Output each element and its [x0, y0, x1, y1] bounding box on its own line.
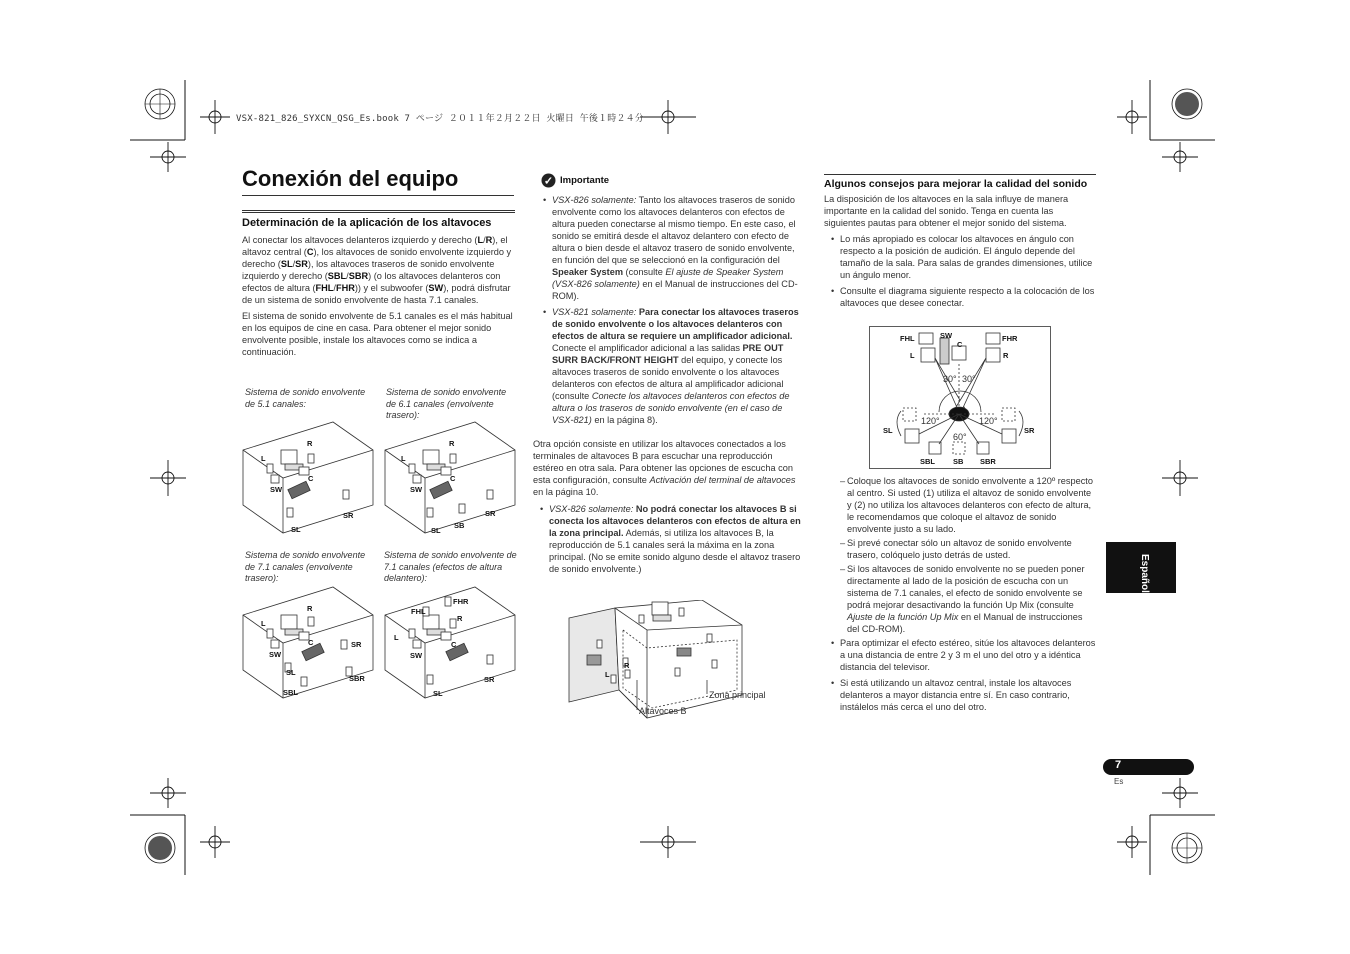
- svg-text:L: L: [910, 351, 915, 360]
- paragraph-sound-intro: La disposición de los altavoces en la sala influye de manera importante en la calidad del sonido. Tenga en cuenta las siguientes pautas para obtener el mejor sonido del sistema.: [824, 194, 1069, 228]
- svg-text:L: L: [401, 454, 406, 463]
- important-icon: [541, 173, 556, 188]
- svg-text:R: R: [307, 604, 313, 613]
- svg-text:SW: SW: [410, 485, 423, 494]
- svg-text:SR: SR: [351, 640, 362, 649]
- svg-text:SBR: SBR: [349, 674, 365, 683]
- section-rule: [824, 174, 1096, 175]
- svg-text:SR: SR: [1024, 426, 1035, 435]
- speakers-b-list: [533, 503, 804, 575]
- svg-text:30°: 30°: [962, 374, 976, 384]
- svg-text:L: L: [261, 619, 266, 628]
- column-2-lower: [533, 438, 804, 579]
- svg-text:SBR: SBR: [980, 457, 996, 466]
- paragraph-speakers-b: Otra opción consiste en utilizar los altavoces conectados a los terminales de altavoces B para escuchar una reproducción estéreo en otra sala. Para obtener las opciones de escucha con esta configuración, consulte Activación del terminal de altavoces en la página 10.: [533, 439, 796, 497]
- language-tab-label: Español: [1139, 554, 1150, 593]
- column-3-lower: [830, 475, 1096, 717]
- page-number: 7: [1115, 759, 1122, 771]
- svg-text:L: L: [605, 670, 610, 679]
- caption-61: Sistema de sonido envolvente de 6.1 canales (envolvente trasero):: [386, 387, 507, 420]
- label-L: L: [261, 454, 266, 463]
- paragraph-speaker-intro: Al conectar los altavoces delanteros izquierdo y derecho (L/R), el altavoz central (C), los altavoces de sonido envolvente izquierdo y derecho (SL/SR), los altavoces traseros de sonido envolvente izquierdo y derecho (SBL/SBR) (o los altavoces delanteros con efectos de altura (FHL/FHR)) y el subwoofer (SW), podrá disfrutar de un sistema de sonido envolvente de hasta 7.1 canales.: [242, 235, 512, 305]
- label-SR: SR: [343, 511, 354, 520]
- svg-text:R: R: [1003, 351, 1009, 360]
- svg-text:FHR: FHR: [1002, 334, 1018, 343]
- caption-51: Sistema de sonido envolvente de 5.1 canales:: [245, 387, 366, 409]
- language-tab: [1106, 542, 1176, 593]
- paragraph-51-intro: El sistema de sonido envolvente de 5.1 canales es el más habitual en los equipos de cine en casa. Para obtener el mejor sonido envolvente posible, instale los altavoces como se indica a continuación.: [242, 311, 513, 357]
- svg-text:SW: SW: [410, 651, 423, 660]
- label-SW: SW: [270, 485, 283, 494]
- svg-text:60°: 60°: [953, 432, 967, 442]
- svg-text:SB: SB: [454, 521, 465, 530]
- svg-text:FHL: FHL: [900, 334, 915, 343]
- svg-text:SR: SR: [484, 675, 495, 684]
- column-2: [541, 173, 804, 430]
- svg-text:✓: ✓: [543, 175, 554, 188]
- page-title: Conexión del equipo: [242, 166, 459, 191]
- svg-text:R: R: [624, 661, 630, 670]
- column-1: [242, 216, 516, 362]
- svg-text:SW: SW: [940, 331, 953, 340]
- svg-text:C: C: [308, 638, 314, 647]
- svg-text:SL: SL: [883, 426, 893, 435]
- svg-text:R: R: [449, 439, 455, 448]
- svg-text:SL: SL: [431, 526, 441, 535]
- svg-text:C: C: [957, 340, 963, 349]
- label-zona-principal: Zona principal: [709, 690, 766, 700]
- surround-notes-list: [830, 475, 1096, 635]
- label-altavoces-b: Altavoces B: [639, 706, 687, 716]
- list-item: • VSX-826 solamente: No podrá conectar los altavoces B si conecta los altavoces delanteros con efectos de altura en la zona principal. Además, si utiliza los altavoces B, la reproducción de 5.1 canales será la máxima en la zona principal. (No se emite sonido alguno desde el altavoz trasero de sonido envolvente.): [549, 503, 804, 575]
- label-SL: SL: [291, 525, 301, 534]
- svg-text:120°: 120°: [979, 416, 998, 426]
- svg-text:SB: SB: [953, 457, 964, 466]
- title-rule: [242, 195, 514, 196]
- important-list: [541, 194, 804, 426]
- svg-text:SBL: SBL: [920, 457, 935, 466]
- label-R: R: [307, 439, 313, 448]
- list-item: – Si prevé conectar sólo un altavoz de sonido envolvente trasero, colóquelo justo detrás de usted.: [847, 537, 1096, 561]
- svg-text:L: L: [394, 633, 399, 642]
- stereo-tips-list: [830, 637, 1096, 713]
- svg-text:SW: SW: [269, 650, 282, 659]
- sound-tips-list: [824, 233, 1096, 309]
- speaker-placement-diagram: [869, 326, 1051, 470]
- svg-text:R: R: [457, 614, 463, 623]
- page-language-code: Es: [1114, 777, 1124, 786]
- svg-text:FHR: FHR: [453, 597, 469, 606]
- label-C: C: [308, 474, 314, 483]
- column-3: [824, 177, 1096, 313]
- room-diagram-71-back: [241, 585, 376, 700]
- section-heading-sound-tips: Algunos consejos para mejorar la calidad del sonido: [824, 178, 1088, 190]
- room-diagram-61: [383, 420, 518, 535]
- important-heading: Importante: [560, 175, 610, 186]
- svg-text:C: C: [450, 474, 456, 483]
- list-item: – Coloque los altavoces de sonido envolvente a 120º respecto al centro. Si usted (1) utiliza el altavoz de sonido envolvente y (2) no utiliza los altavoces delanteros con efecto de altura, le recomendamos que coloque el altavoz de sonido envolvente justo a su lado.: [847, 475, 1096, 535]
- room-diagram-51: [241, 420, 376, 535]
- zone-diagram: [567, 600, 777, 720]
- section-rule: [242, 210, 515, 213]
- svg-text:SR: SR: [485, 509, 496, 518]
- list-item: • Consulte el diagrama siguiente respecto a la colocación de los altavoces que desee conectar.: [840, 285, 1096, 309]
- print-header-line: VSX-821_826_SYXCN_QSG_Es.book 7 ページ ２０１１年２月２２日 火曜日 午後１時２４分: [236, 114, 645, 124]
- svg-text:SL: SL: [286, 668, 296, 677]
- list-item: – Si los altavoces de sonido envolvente no se pueden poner directamente al lado de la posición de escucha con un sistema de 7.1 canales, el efecto de sonido envolvente se podrá mejorar desactivando la función Up Mix (consulte Ajuste de la función Up Mix en el Manual de instrucciones del CD-ROM).: [847, 563, 1096, 635]
- svg-text:30°: 30°: [943, 374, 957, 384]
- list-item: • VSX-826 solamente: Tanto los altavoces traseros de sonido envolvente como los altavoces delanteros con efectos de altura pueden conectarse al mismo tiempo. En este caso, el sonido se emitirá desde el altavoz delantero con efecto de altura o bien desde el altavoz trasero de sonido envolvente, en función del que se seleccionó en la configuración del Speaker System (consulte El ajuste de Speaker System (VSX-826 solamente) en el Manual de instrucciones del CD-ROM).: [552, 194, 804, 302]
- caption-71-back: Sistema de sonido envolvente de 7.1 canales (envolvente trasero):: [245, 550, 366, 583]
- list-item: • Lo más apropiado es colocar los altavoces en ángulo con respecto a la posición de audición. El ángulo depende del tamaño de la sala. Para salas de grandes dimensiones, utilice un ángulo menor.: [840, 233, 1096, 281]
- svg-text:C: C: [451, 640, 457, 649]
- list-item: • VSX-821 solamente: Para conectar los altavoces traseros de sonido envolvente o los altavoces delanteros con efectos de altura se requiere un amplificador adicional. Conecte el amplificador adicional a las salidas PRE OUT SURR BACK/FRONT HEIGHT del equipo, y conecte los altavoces traseros de sonido envolvente o los altavoces delanteros con efectos de altura al amplificador adicional (consulte Conecte los altavoces delanteros con efectos de altura o los traseros de sonido envolvente (en el caso de VSX-821) en la página 8).: [552, 306, 804, 426]
- list-item: • Si está utilizando un altavoz central, instale los altavoces delanteros a mayor distancia entre sí. En caso contrario, instálelos más cerca el uno del otro.: [840, 677, 1096, 713]
- svg-text:SL: SL: [433, 689, 443, 698]
- list-item: • Para optimizar el efecto estéreo, sitúe los altavoces delanteros a una distancia de entre 2 y 3 m el uno del otro y a idéntica distancia del televisor.: [840, 637, 1096, 673]
- svg-text:FHL: FHL: [411, 607, 426, 616]
- section-heading-speaker-application: Determinación de la aplicación de los altavoces: [242, 217, 492, 229]
- caption-71-height: Sistema de sonido envolvente de 7.1 canales (efectos de altura delantero):: [384, 550, 517, 583]
- room-diagram-71-height: [383, 585, 518, 700]
- svg-text:120°: 120°: [921, 416, 940, 426]
- svg-text:SBL: SBL: [283, 688, 298, 697]
